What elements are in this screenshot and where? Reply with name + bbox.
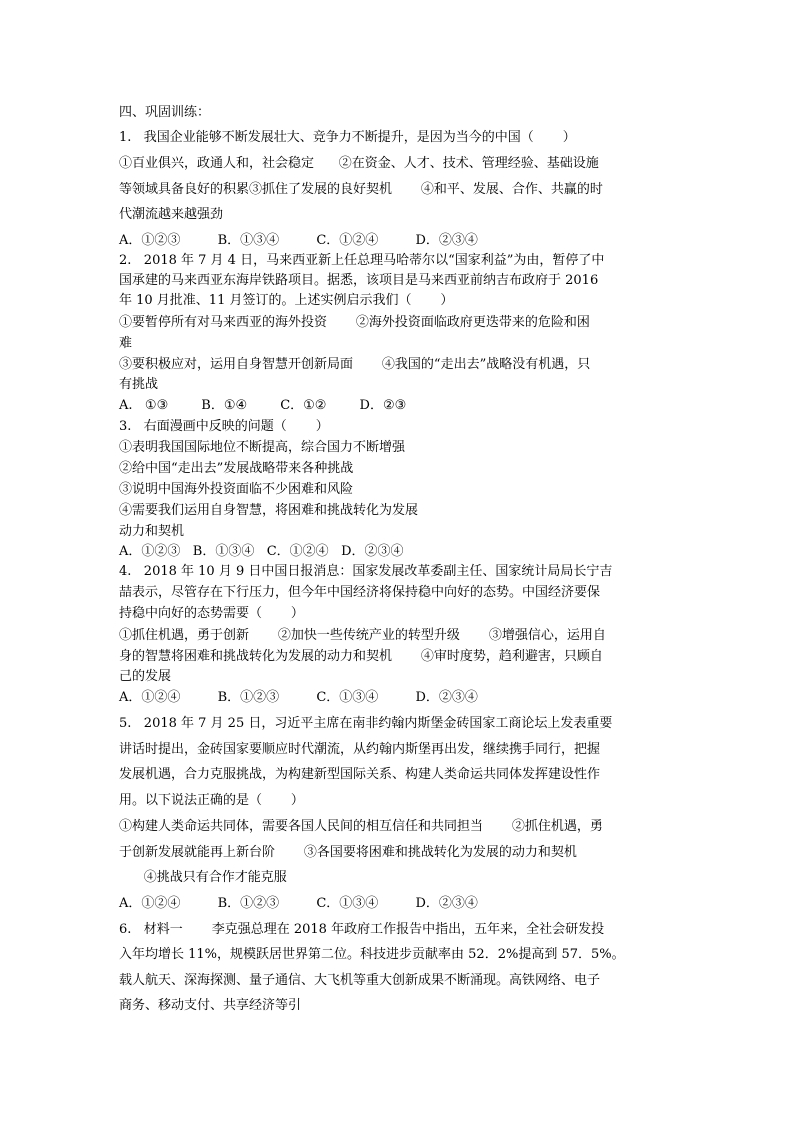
- q4-stem: 喆表示，尽管存在下行压力，但今年中国经济将保持稳中向好的态势。中国经济要保: [119, 585, 601, 600]
- q5-stem: 用。以下说法正确的是（ ）: [119, 793, 304, 808]
- q6-material: 商务、移动支付、共享经济等引: [119, 998, 302, 1013]
- q4-options-line: ①抓住机遇，勇于创新 ②加快一些传统产业的转型升级 ③增强信心，运用自: [119, 628, 606, 643]
- q5-stem: 5. 2018 年 7 月 25 日，习近平主席在南非约翰内斯堡金砖国家工商论坛上发表重要: [119, 716, 613, 731]
- q2-options-line: 有挑战: [119, 377, 159, 392]
- q5-options-line: 于创新发展就能再上新台阶 ③各国要将困难和挑战转化为发展的动力和契机: [119, 845, 577, 860]
- q3-option: ④需要我们运用自身智慧，将困难和挑战转化为发展: [119, 503, 419, 518]
- q3-option: ②给中国“走出去”发展战略带来各种挑战: [119, 461, 354, 476]
- q3-option: 动力和契机: [119, 524, 185, 539]
- q4-options-line: 身的智慧将困难和挑战转化为发展的动力和契机 ④审时度势，趋利避害，只顾自: [119, 649, 603, 664]
- q2-stem: 国承建的马来西亚东海岸铁路项目。据悉，该项目是马来西亚前纳吉布政府于 2016: [119, 273, 599, 288]
- q1-options-line: 等领域具备良好的积累③抓住了发展的良好契机 ④和平、发展、合作、共赢的时: [119, 182, 603, 197]
- q4-stem: 4. 2018 年 10 月 9 日中国日报消息：国家发展改革委副主任、国家统计局局长宁吉: [119, 564, 613, 579]
- q2-answers: A. ①③ B．①④ C．①② D．②③: [119, 398, 407, 413]
- q3-stem: 3. 右面漫画中反映的问题（ ）: [119, 419, 329, 434]
- q4-answers: A．①②④ B．①②③ C．①③④ D．②③④: [119, 690, 478, 705]
- q3-option: ①表明我国国际地位不断提高，综合国力不断增强: [119, 440, 406, 455]
- q1-answers: A．①②③ B．①③④ C．①②④ D．②③④: [119, 233, 478, 248]
- q6-material: 入年均增长 11%，规模跃居世界第二位。科技进步贡献率由 52．2%提高到 57．5%。: [119, 947, 625, 962]
- q2-stem: 年 10 月批准、11 月签订的。上述实例启示我们（ ）: [119, 293, 454, 308]
- q5-stem: 发展机遇，合力克服挑战，为构建新型国际关系、构建人类命运共同体发挥建设性作: [119, 767, 601, 782]
- q1-stem: 1. 我国企业能够不断发展壮大、竞争力不断提升，是因为当今的中国（ ）: [119, 130, 576, 145]
- q3-answers: A．①②③ B．①③④ C．①②④ D．②③④: [119, 544, 404, 559]
- q4-options-line: 己的发展: [119, 669, 172, 684]
- q5-options-line: ④挑战只有合作才能克服: [119, 870, 287, 885]
- q5-options-line: ①构建人类命运共同体，需要各国人民间的相互信任和共同担当 ②抓住机遇，勇: [119, 819, 603, 834]
- q4-stem: 持稳中向好的态势需要（ ）: [119, 606, 304, 621]
- q5-answers: A．①②④ B．①②③ C．①③④ D．②③④: [119, 896, 478, 911]
- q2-options-line: 难: [119, 336, 133, 351]
- section-heading: 四、巩固训练：: [119, 105, 211, 120]
- q6-material: 载人航天、深海探测、量子通信、大飞机等重大创新成果不断涌现。高铁网络、电子: [119, 973, 601, 988]
- q2-options-line: ①要暂停所有对马来西亚的海外投资 ②海外投资面临政府更迭带来的危险和困: [119, 315, 590, 330]
- q6-material: 6. 材料一 李克强总理在 2018 年政府工作报告中指出，五年来，全社会研发投: [119, 922, 605, 937]
- q1-options-line: 代潮流越来越强劲: [119, 207, 224, 222]
- q2-stem: 2. 2018 年 7 月 4 日，马来西亚新上任总理马哈蒂尔以“国家利益”为由，暂停了中: [119, 253, 605, 268]
- q1-options-line: ①百业俱兴，政通人和，社会稳定 ②在资金、人才、技术、管理经验、基础设施: [119, 156, 599, 171]
- q3-option: ③说明中国海外投资面临不少困难和风险: [119, 482, 354, 497]
- q5-stem: 讲话时提出，金砖国家要顺应时代潮流，从约翰内斯堡再出发，继续携手同行，把握: [119, 742, 601, 757]
- q2-options-line: ③要积极应对，运用自身智慧开创新局面 ④我国的“走出去”战略没有机遇，只: [119, 357, 591, 372]
